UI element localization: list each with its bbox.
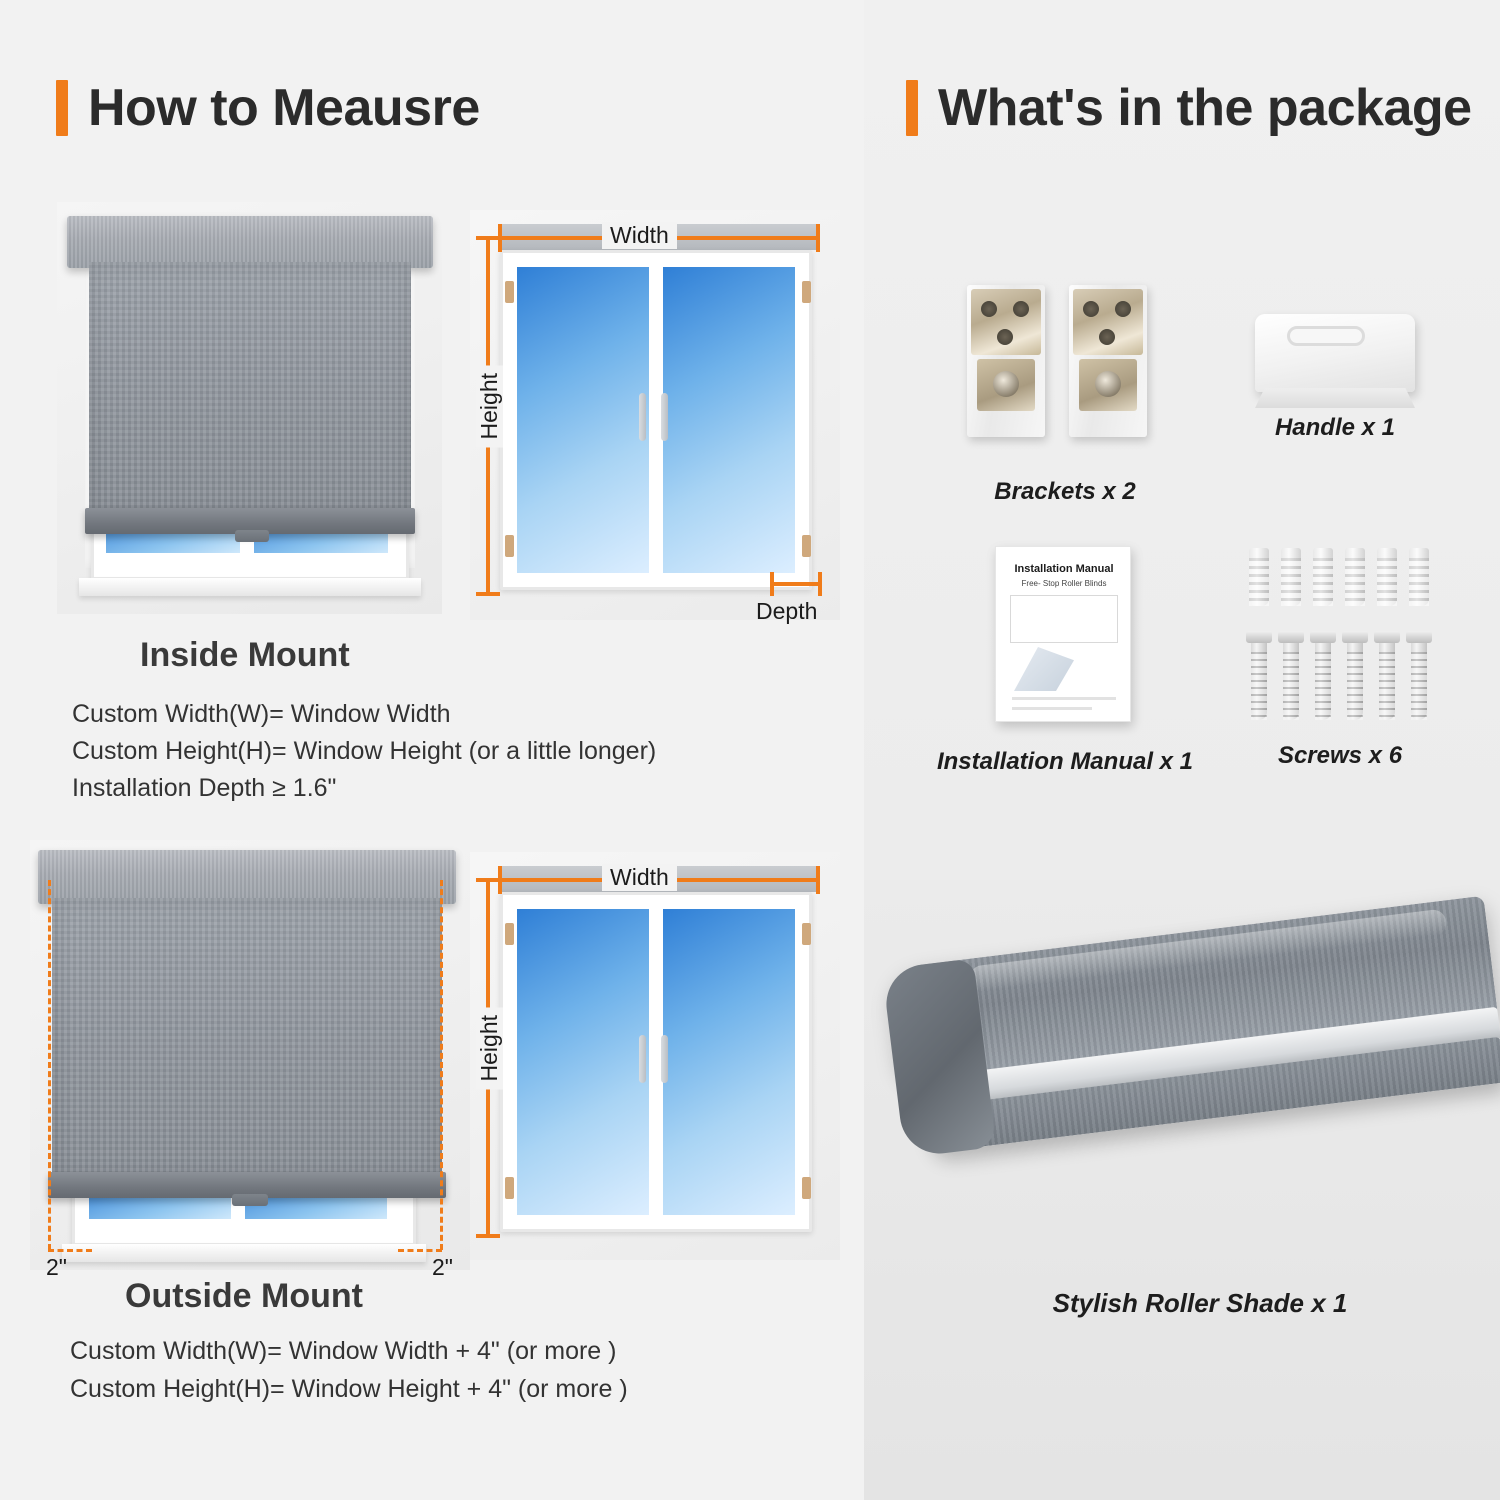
screw-threads xyxy=(1379,652,1395,720)
shade-fabric xyxy=(52,898,442,1178)
screw-4 xyxy=(1347,640,1363,720)
window-frame xyxy=(500,250,812,590)
manual-cover-rule xyxy=(1012,697,1116,700)
outside-mount-dimension-diagram xyxy=(470,852,840,1260)
height-label: Height xyxy=(476,1007,503,1089)
shade-grip-handle[interactable] xyxy=(232,1194,268,1206)
outside-mount-line-2: Custom Height(H)= Window Height + 4" (or more ) xyxy=(70,1375,628,1403)
outside-mount-photo xyxy=(30,840,470,1270)
width-arrow-cap-right xyxy=(816,866,820,894)
package-heading xyxy=(906,78,1472,138)
accent-bar-icon xyxy=(56,80,68,136)
screw-head xyxy=(1246,631,1272,643)
width-label: Width xyxy=(602,222,677,249)
outside-mount-line-1: Custom Width(W)= Window Width + 4" (or more ) xyxy=(70,1337,617,1365)
screw-head xyxy=(1342,631,1368,643)
screw-threads xyxy=(1411,652,1427,720)
hinge-icon xyxy=(802,535,811,557)
package-title: What's in the package xyxy=(938,79,1472,137)
shade-cassette xyxy=(67,216,433,268)
wall-anchor-5 xyxy=(1377,548,1397,606)
screw-threads xyxy=(1251,652,1267,720)
window-glass-left xyxy=(517,267,649,573)
anchor-ribs xyxy=(1313,558,1333,606)
installation-manual-part xyxy=(995,546,1131,722)
window-handle-right-icon[interactable] xyxy=(661,1035,668,1083)
bracket-part-1 xyxy=(967,285,1045,437)
screw-1 xyxy=(1251,640,1267,720)
shade-grip-handle[interactable] xyxy=(235,530,269,542)
screw-6 xyxy=(1411,640,1427,720)
overhang-tick-right xyxy=(398,1249,442,1252)
how-to-measure-title: How to Meausre xyxy=(88,79,480,137)
inside-mount-title: Inside Mount xyxy=(140,636,350,674)
bracket-pin-slot xyxy=(993,371,1019,397)
handle-label: Handle x 1 xyxy=(1274,414,1396,441)
anchor-ribs xyxy=(1377,558,1397,606)
anchor-ribs xyxy=(1345,558,1365,606)
bracket-screw-hole xyxy=(1083,301,1099,317)
bracket-screw-hole xyxy=(997,329,1013,345)
hinge-icon xyxy=(505,1177,514,1199)
hinge-icon xyxy=(802,923,811,945)
anchor-ribs xyxy=(1249,558,1269,606)
screws-label: Screws x 6 xyxy=(1277,742,1403,769)
overhang-guide-left xyxy=(48,880,51,1250)
bracket-screw-hole xyxy=(1013,301,1029,317)
height-arrow-cap-top xyxy=(476,236,500,240)
depth-arrow-cap-outer xyxy=(818,572,822,596)
wall-anchor-4 xyxy=(1345,548,1365,606)
hinge-icon xyxy=(802,1177,811,1199)
manual-cover-title: Installation Manual xyxy=(1014,563,1114,575)
bracket-metal-mid xyxy=(1079,359,1137,411)
hinge-icon xyxy=(505,281,514,303)
screw-3 xyxy=(1315,640,1331,720)
brackets-label: Brackets x 2 xyxy=(994,478,1136,505)
hinge-icon xyxy=(505,535,514,557)
bracket-part-2 xyxy=(1069,285,1147,437)
window-frame xyxy=(500,892,812,1232)
window-glass-right xyxy=(663,267,795,573)
outside-mount-title: Outside Mount xyxy=(125,1277,363,1315)
height-arrow-cap-top xyxy=(476,878,500,882)
hinge-icon xyxy=(802,281,811,303)
handle-grip-groove xyxy=(1287,326,1365,346)
overhang-left-label: 2" xyxy=(46,1254,67,1280)
window-sill xyxy=(79,578,421,596)
overhang-tick-left xyxy=(48,1249,92,1252)
shade-cassette xyxy=(38,850,456,904)
overhang-guide-right xyxy=(440,880,443,1250)
window-glass-right xyxy=(663,909,795,1215)
bracket-screw-hole xyxy=(1099,329,1115,345)
bracket-screw-hole xyxy=(981,301,997,317)
bracket-metal-mid xyxy=(977,359,1035,411)
roller-shade-product-image xyxy=(900,940,1500,1270)
inside-mount-line-1: Custom Width(W)= Window Width xyxy=(72,700,451,728)
manual-cover-figure xyxy=(1014,647,1074,691)
inside-mount-dimension-diagram xyxy=(470,210,840,624)
accent-bar-icon xyxy=(906,80,918,136)
handle-part xyxy=(1255,314,1415,392)
inside-mount-photo xyxy=(57,202,442,614)
anchor-ribs xyxy=(1409,558,1429,606)
width-label: Width xyxy=(602,864,677,891)
window-glass-left xyxy=(517,909,649,1215)
window-sill xyxy=(62,1244,426,1262)
screw-head xyxy=(1278,631,1304,643)
manual-cover-rule xyxy=(1012,707,1092,710)
width-arrow-cap-right xyxy=(816,224,820,252)
inside-mount-line-2: Custom Height(H)= Window Height (or a little longer) xyxy=(72,737,657,765)
depth-label: Depth xyxy=(756,598,818,624)
bracket-metal-top xyxy=(1073,289,1143,355)
height-arrow-cap-bottom xyxy=(476,592,500,596)
how-to-measure-heading xyxy=(56,78,480,138)
anchor-ribs xyxy=(1281,558,1301,606)
wall-anchor-6 xyxy=(1409,548,1429,606)
screw-5 xyxy=(1379,640,1395,720)
roller-shade-label: Stylish Roller Shade x 1 xyxy=(1052,1288,1348,1318)
screw-head xyxy=(1374,631,1400,643)
height-label: Height xyxy=(476,365,503,447)
depth-arrow-line xyxy=(770,582,822,586)
bracket-metal-top xyxy=(971,289,1041,355)
overhang-right-label: 2" xyxy=(432,1254,453,1280)
wall-anchor-3 xyxy=(1313,548,1333,606)
shade-fabric xyxy=(89,262,411,514)
window-handle-right-icon[interactable] xyxy=(661,393,668,441)
screw-threads xyxy=(1283,652,1299,720)
window-handle-left-icon[interactable] xyxy=(639,1035,646,1083)
screw-head xyxy=(1310,631,1336,643)
manual-cover-diagram-box xyxy=(1010,595,1118,643)
window-handle-left-icon[interactable] xyxy=(639,393,646,441)
screw-head xyxy=(1406,631,1432,643)
wall-anchor-1 xyxy=(1249,548,1269,606)
wall-anchor-2 xyxy=(1281,548,1301,606)
bracket-screw-hole xyxy=(1115,301,1131,317)
screw-threads xyxy=(1347,652,1363,720)
bracket-pin-slot xyxy=(1095,371,1121,397)
screw-threads xyxy=(1315,652,1331,720)
hinge-icon xyxy=(505,923,514,945)
height-arrow-cap-bottom xyxy=(476,1234,500,1238)
handle-base-tail xyxy=(1255,388,1415,408)
depth-arrow-cap-inner xyxy=(770,572,774,596)
screw-2 xyxy=(1283,640,1299,720)
inside-mount-line-3: Installation Depth ≥ 1.6" xyxy=(72,774,337,802)
installation-manual-label: Installation Manual x 1 xyxy=(936,748,1194,775)
manual-cover-subtitle: Free- Stop Roller Blinds xyxy=(1021,579,1107,588)
